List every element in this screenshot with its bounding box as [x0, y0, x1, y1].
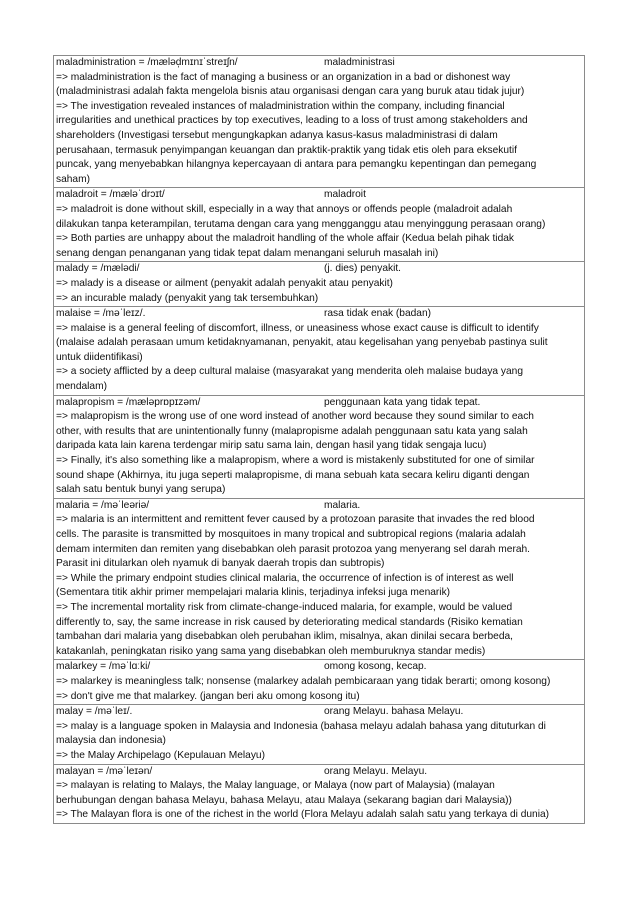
- entry-text-line: salah satu bentuk bunyi yang serupa): [56, 484, 226, 496]
- entry-text-line: => While the primary endpoint studies clinical malaria, the occurrence of infection is of interest as well: [56, 572, 514, 584]
- entry-text-line: demam intermiten dan remiten yang disebabkan oleh parasit protozoa yang menyerang sel darah merah.: [56, 543, 530, 555]
- entry-text-line: malaysia dan indonesia): [56, 735, 166, 747]
- entry-text-line: => The incremental mortality risk from climate-change-induced malaria, for example, would be valued: [56, 601, 513, 613]
- entry-text-line: => Both parties are unhappy about the maladroit handling of the whole affair (Kedua belah pihak tidak: [56, 233, 514, 245]
- dictionary-entry: [53, 307, 585, 396]
- dictionary-entry: [53, 765, 585, 824]
- dictionary-entry: [53, 188, 585, 262]
- translation: orang Melayu. Melayu.: [324, 765, 428, 777]
- translation: (j. dies) penyakit.: [324, 263, 402, 275]
- headword-pronunciation: malaria = /məˈleəriə/: [56, 499, 150, 511]
- entry-text-line: cells. The parasite is transmitted by mosquitoes in many tropical and subtropical regions (malaria adalah: [56, 529, 526, 540]
- entry-text-line: dilakukan tanpa keterampilan, terutama dengan cara yang mengganggu atau menyinggung perasaan orang): [56, 218, 546, 230]
- translation: maladroit: [324, 189, 366, 201]
- entry-heading: [56, 660, 582, 675]
- headword-pronunciation: malay = /məˈleɪ/.: [56, 706, 133, 718]
- entry-text-line: => malarkey is meaningless talk; nonsense (malarkey adalah pembicaraan yang tidak berarti; omong kosong): [56, 675, 551, 687]
- dictionary-table: [53, 55, 585, 824]
- entry-text-line: katakanlah, peningkatan risiko yang sama yang disebabkan oleh memburuknya standar medis): [56, 645, 486, 657]
- entry-text-line: saham): [56, 173, 90, 185]
- entry-text-line: perusahaan, termasuk penyimpangan keuangan dan praktik-praktik yang tidak etis oleh para eksekutif: [56, 144, 517, 156]
- entry-text-line: untuk diidentifikasi): [56, 351, 143, 363]
- entry-text-line: => The investigation revealed instances of maladministration within the company, including financial: [56, 100, 505, 112]
- headword-pronunciation: malapropism = /mæləprɒpɪzəm/: [56, 396, 201, 408]
- headword-pronunciation: maladministration = /mæləd̩mɪnɪˈstreɪʃn/: [56, 57, 238, 68]
- entry-text-line: senang dengan penanganan yang tidak tepat dalam menangani seluruh masalah ini): [56, 247, 439, 259]
- entry-text-line: => Finally, it's also something like a malapropism, where a word is mistakenly substituted for one of similar: [56, 455, 535, 467]
- entry-heading: [56, 765, 582, 780]
- entry-text-line: => maladministration is the fact of managing a business or an organization in a bad or dishonest way: [56, 71, 511, 83]
- entry-text-line: => don't give me that malarkey. (jangan beri aku omong kosong itu): [56, 690, 360, 702]
- dictionary-entry: [53, 55, 585, 188]
- entry-text-line: mendalam): [56, 381, 107, 393]
- dictionary-entry: [53, 396, 585, 499]
- dictionary-entry: [53, 705, 585, 764]
- translation: malaria.: [324, 499, 361, 511]
- entry-text-line: => malaria is an intermittent and remittent fever caused by a protozoan parasite that invades the red blood: [56, 514, 535, 526]
- dictionary-entry: [53, 499, 585, 661]
- entry-text-line: => malaise is a general feeling of discomfort, illness, or uneasiness whose exact cause is difficult to identify: [56, 322, 539, 334]
- entry-text-line: => the Malay Archipelago (Kepulauan Melayu): [56, 749, 265, 761]
- entry-text-line: Parasit ini ditularkan oleh nyamuk di banyak daerah tropis dan subtropis): [56, 558, 385, 570]
- translation: orang Melayu. bahasa Melayu.: [324, 706, 464, 718]
- entry-text-line: => malady is a disease or ailment (penyakit adalah penyakit atau penyakit): [56, 277, 393, 289]
- entry-heading: [56, 499, 582, 514]
- entry-heading: [56, 307, 582, 322]
- entry-text-line: puncak, yang menyebabkan hilangnya kepercayaan di antara para pemangku kepentingan dan pemegang: [56, 159, 537, 171]
- entry-heading: [56, 396, 582, 411]
- dictionary-entry: [53, 262, 585, 307]
- entry-text-line: irregularities and unethical practices by top executives, leading to a loss of trust among stakeholders and: [56, 115, 528, 127]
- entry-text-line: => malayan is relating to Malays, the Malay language, or Malaya (now part of Malaysia) (malayan: [56, 780, 495, 792]
- headword-pronunciation: malarkey = /məˈlɑːki/: [56, 661, 151, 673]
- translation: rasa tidak enak (badan): [324, 308, 432, 320]
- entry-text-line: differently to, say, the same increase in risk caused by deteriorating medical standards (Risiko kematian: [56, 616, 523, 628]
- entry-text-line: => malay is a language spoken in Malaysia and Indonesia (bahasa melayu adalah bahasa yang dituturkan di: [56, 720, 546, 732]
- translation: penggunaan kata yang tidak tepat.: [324, 396, 481, 408]
- headword-pronunciation: malaise = /məˈleɪz/.: [56, 308, 146, 320]
- translation: omong kosong, kecap.: [324, 661, 427, 673]
- entry-text-line: daripada kata lain karena terdengar mirip satu sama lain, dengan hasil yang tidak sengaja lucu): [56, 440, 487, 452]
- entry-heading: [56, 705, 582, 720]
- entry-heading: [56, 188, 582, 203]
- entry-text-line: berhubungan dengan bahasa Melayu, bahasa Melayu, atau Malaya (sekarang bagian dari Malaysia)): [56, 794, 512, 806]
- entry-text-line: (malaise adalah perasaan umum ketidaknyamanan, penyakit, atau kegelisahan yang penyebab pastinya sulit: [56, 337, 548, 349]
- entry-text-line: => The Malayan flora is one of the richest in the world (Flora Melayu adalah salah satu yang terkaya di dunia): [56, 809, 550, 821]
- entry-text-line: other, with results that are unintentionally funny (malapropisme adalah penggunaan satu kata yang salah: [56, 425, 528, 437]
- headword-pronunciation: malayan = /məˈleɪən/: [56, 765, 153, 777]
- entry-text-line: tambahan dari malaria yang disebabkan oleh perubahan iklim, misalnya, akan dinilai secara berbeda,: [56, 631, 514, 643]
- entry-text-line: sound shape (Akhirnya, itu juga seperti malapropisme, di mana sebuah kata secara keliru diganti dengan: [56, 469, 530, 481]
- entry-text-line: => a society afflicted by a deep cultural malaise (masyarakat yang menderita oleh malaise budaya yang: [56, 366, 524, 378]
- entry-text-line: (Sementara titik akhir primer mempelajari malaria klinis, terjadinya infeksi juga menarik): [56, 587, 451, 599]
- entry-text-line: => an incurable malady (penyakit yang tak tersembuhkan): [56, 292, 319, 304]
- entry-text-line: (maladministrasi adalah fakta mengelola bisnis atau organisasi dengan cara yang buruk atau tidak jujur): [56, 86, 525, 98]
- headword-pronunciation: malady = /mælədi/: [56, 263, 140, 275]
- translation: maladministrasi: [324, 57, 395, 68]
- entry-text-line: shareholders (Investigasi tersebut mengungkapkan adanya kasus-kasus maladministrasi di dalam: [56, 129, 498, 141]
- headword-pronunciation: maladroit = /mæləˈdrɔɪt/: [56, 189, 165, 201]
- dictionary-entry: [53, 660, 585, 705]
- entry-heading: [56, 262, 582, 277]
- entry-text-line: => malapropism is the wrong use of one word instead of another word because they sound similar to each: [56, 411, 534, 423]
- entry-heading: [56, 56, 582, 71]
- entry-text-line: => maladroit is done without skill, especially in a way that annoys or offends people (maladroit adalah: [56, 203, 513, 215]
